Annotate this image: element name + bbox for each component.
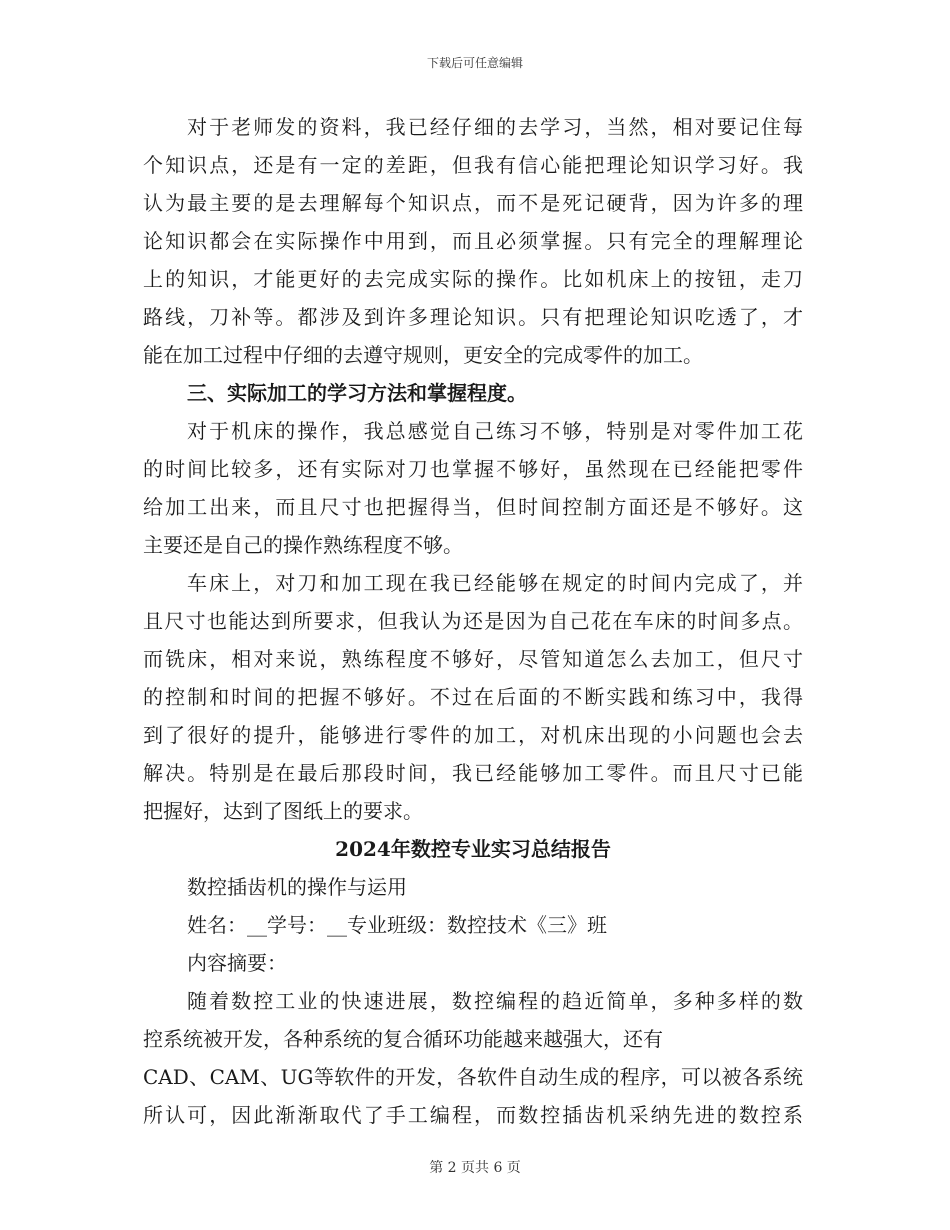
- document-body: [143, 108, 803, 1134]
- text-line: 主要还是自己的操作熟练程度不够。: [143, 533, 463, 557]
- text-line: 数控插齿机的操作与运用: [187, 875, 407, 899]
- text-line: 给加工出来，而且尺寸也把握得当，但时间控制方面还是不够好。这: [143, 495, 803, 519]
- text-line: 个知识点，还是有一定的差距，但我有信心能把理论知识学习好。我: [143, 153, 803, 177]
- page-header-note: 下载后可任意编辑: [426, 56, 523, 70]
- text-line: 内容摘要：: [187, 951, 287, 975]
- text-line: 车床上，对刀和加工现在我已经能够在规定的时间内完成了，并: [187, 571, 803, 595]
- text-line: 认为最主要的是去理解每个知识点，而不是死记硬背，因为许多的理: [143, 191, 803, 215]
- text-line: 对于老师发的资料，我已经仔细的去学习，当然，相对要记住每: [187, 115, 803, 139]
- text-line: 路线，刀补等。都涉及到许多理论知识。只有把理论知识吃透了，才: [143, 305, 803, 329]
- text-line: 随着数控工业的快速进展，数控编程的趋近简单，多种多样的数: [187, 989, 803, 1013]
- text-line: 论知识都会在实际操作中用到，而且必须掌握。只有完全的理解理论: [143, 229, 803, 253]
- text-line: 到了很好的提升，能够进行零件的加工，对机床出现的小问题也会去: [143, 723, 803, 747]
- text-line: 控系统被开发，各种系统的复合循环功能越来越强大，还有: [143, 1027, 663, 1051]
- text-line: 的时间比较多，还有实际对刀也掌握不够好，虽然现在已经能把零件: [143, 457, 803, 481]
- section-title: 2024年数控专业实习总结报告: [335, 837, 611, 861]
- text-line: 对于机床的操作，我总感觉自己练习不够，特别是对零件加工花: [187, 419, 803, 443]
- text-line: 所认可，因此渐渐取代了手工编程，而数控插齿机采纳先进的数控系: [143, 1103, 803, 1127]
- text-line: 姓名：__学号：__专业班级：数控技术《三》班: [187, 913, 607, 937]
- text-line: 解决。特别是在最后那段时间，我已经能够加工零件。而且尺寸已能: [143, 761, 803, 785]
- text-line: CAD、CAM、UG等软件的开发，各软件自动生成的程序，可以被各系统: [143, 1065, 803, 1089]
- text-line: 能在加工过程中仔细的去遵守规则，更安全的完成零件的加工。: [143, 343, 703, 367]
- text-line: 而铣床，相对来说，熟练程度不够好，尽管知道怎么去加工，但尺寸: [143, 647, 803, 671]
- text-line: 上的知识，才能更好的去完成实际的操作。比如机床上的按钮，走刀: [143, 267, 803, 291]
- text-line: 把握好，达到了图纸上的要求。: [143, 799, 423, 823]
- text-line: 的控制和时间的把握不够好。不过在后面的不断实践和练习中，我得: [143, 685, 803, 709]
- text-line: 且尺寸也能达到所要求，但我认为还是因为自己花在车床的时间多点。: [143, 609, 803, 633]
- section-heading: 三、实际加工的学习方法和掌握程度。: [187, 381, 527, 405]
- page-footer: 第 2 页共 6 页: [429, 1160, 521, 1176]
